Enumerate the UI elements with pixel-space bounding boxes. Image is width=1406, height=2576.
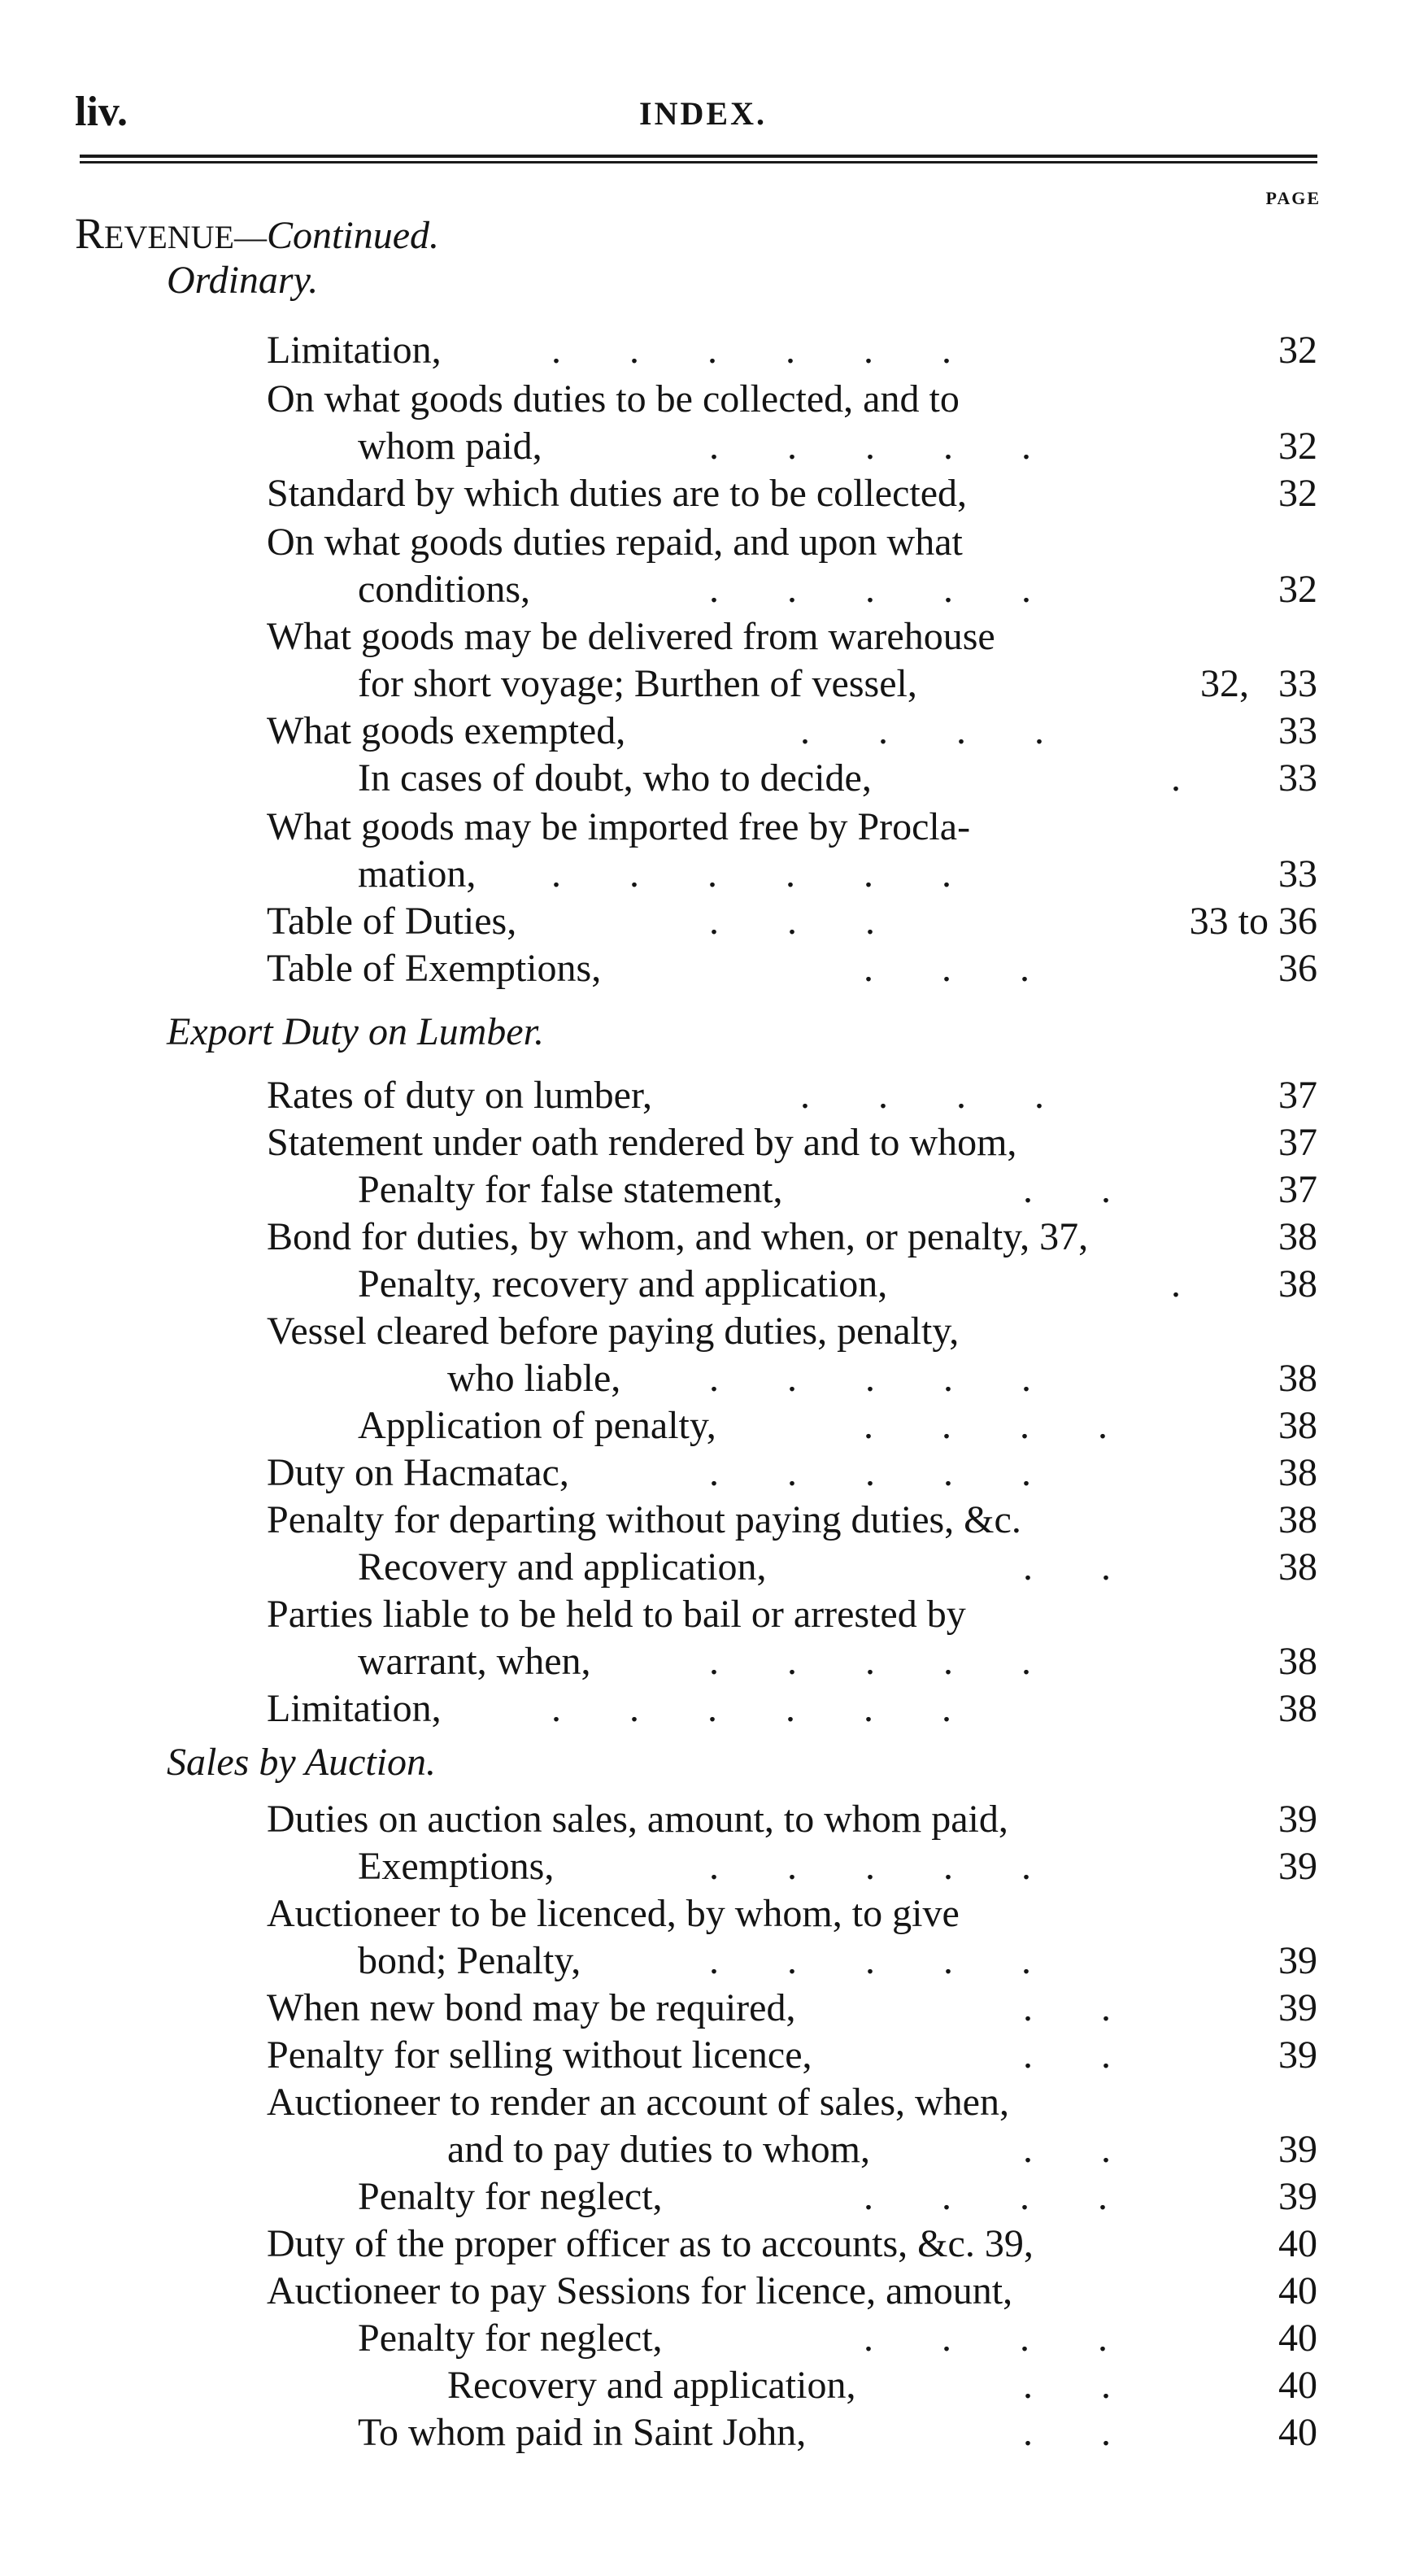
index-entry — [0, 2362, 1406, 2409]
index-entry — [0, 2079, 1406, 2126]
page-reference: 40 — [1278, 2317, 1317, 2360]
page-reference: 32 — [1278, 568, 1317, 611]
entry-text: and to pay duties to whom, — [447, 2128, 870, 2171]
page-reference: 39 — [1278, 1939, 1317, 1982]
entry-text: bond; Penalty, — [358, 1939, 581, 1982]
dot-leader: . . . . . — [709, 1357, 1031, 1400]
page-reference: 39 — [1278, 2175, 1317, 2218]
page-reference: 33 — [1278, 756, 1317, 800]
dot-leader: . . . . . — [709, 1939, 1031, 1982]
page-reference: 36 — [1278, 947, 1317, 990]
entry-text: Auctioneer to be licenced, by whom, to give — [267, 1892, 960, 1935]
dot-leader: . — [1171, 756, 1181, 800]
entry-text: Penalty, recovery and application, — [358, 1262, 888, 1305]
dot-leader: . . . . — [800, 709, 1044, 752]
entry-text: Penalty for neglect, — [358, 2317, 663, 2360]
page-reference: 38 — [1278, 1404, 1317, 1447]
page-reference: 33 to 36 — [1189, 900, 1317, 943]
dot-leader: . . — [1023, 2128, 1111, 2171]
dot-leader: . . — [1023, 1168, 1111, 1211]
entry-text: Limitation, — [267, 329, 442, 372]
index-entry — [0, 898, 1406, 945]
dot-leader: . . . — [864, 947, 1029, 990]
page-reference: 38 — [1278, 1687, 1317, 1730]
page-column-label: PAGE — [1265, 188, 1321, 208]
entry-text: Standard by which duties are to be collected, — [267, 472, 968, 515]
dot-leader: . . . . . — [709, 568, 1031, 611]
index-entry — [0, 1355, 1406, 1402]
entry-text: who liable, — [447, 1357, 621, 1400]
index-entry — [0, 1544, 1406, 1591]
entry-text: Statement under oath rendered by and to whom, — [267, 1121, 1017, 1164]
dot-leader: . . . . — [800, 1074, 1044, 1117]
page-reference: 38 — [1278, 1451, 1317, 1494]
page-reference: 40 — [1278, 2411, 1317, 2454]
entry-text: Recovery and application, — [447, 2364, 856, 2407]
dot-leader: . . . . . — [709, 1845, 1031, 1888]
entry-text: whom paid, — [358, 425, 542, 468]
page-reference: 40 — [1278, 2222, 1317, 2265]
subsection-heading — [0, 1009, 1406, 1056]
index-entry — [0, 327, 1406, 374]
heading-continued: Continued. — [267, 214, 439, 257]
page-reference: 40 — [1278, 2269, 1317, 2312]
dot-leader: . . — [1023, 2033, 1111, 2077]
index-entry — [0, 1119, 1406, 1166]
entry-text: Ordinary. — [167, 259, 319, 302]
dot-leader: . . . — [709, 900, 875, 943]
dot-leader: . . . . . — [709, 1640, 1031, 1683]
index-entry — [0, 2268, 1406, 2315]
index-entry — [0, 1402, 1406, 1449]
entry-text: Auctioneer to pay Sessions for licence, amount, — [267, 2269, 1013, 2312]
dot-leader: . . . . — [864, 1404, 1108, 1447]
entry-text: Recovery and application, — [358, 1545, 767, 1589]
index-entry — [0, 804, 1406, 851]
entry-text: Duties on auction sales, amount, to whom paid, — [267, 1798, 1008, 1841]
index-entry — [0, 1937, 1406, 1985]
entry-text: Duty of the proper officer as to accounts, &c. 39, — [267, 2222, 1034, 2265]
index-entry — [0, 851, 1406, 898]
entry-text: Exemptions, — [358, 1845, 555, 1888]
page-reference: 37 — [1278, 1074, 1317, 1117]
entry-text: Export Duty on Lumber. — [167, 1010, 544, 1053]
entry-text: On what goods duties to be collected, and to — [267, 377, 960, 421]
entry-text: Vessel cleared before paying duties, penalty, — [267, 1310, 960, 1353]
index-entry — [0, 613, 1406, 660]
page-reference: 39 — [1278, 2033, 1317, 2077]
index-entry — [0, 2315, 1406, 2362]
page-reference: 39 — [1278, 1798, 1317, 1841]
index-entry — [0, 2221, 1406, 2268]
dot-leader: . . . . . . — [551, 852, 951, 896]
page-reference: 37 — [1278, 1121, 1317, 1164]
entry-text: In cases of doubt, who to decide, — [358, 756, 872, 800]
page-reference: 32 — [1278, 329, 1317, 372]
entry-text: Penalty for selling without licence, — [267, 2033, 812, 2077]
index-entry — [0, 2126, 1406, 2173]
index-entry — [0, 660, 1406, 708]
entry-text: Penalty for departing without paying duties, &c. — [267, 1498, 1021, 1541]
dot-leader: . . — [1023, 1545, 1111, 1589]
heading-first-letter: R — [75, 209, 105, 258]
index-entry — [0, 1638, 1406, 1685]
dot-leader: . . . . . . — [551, 1687, 951, 1730]
entry-text: To whom paid in Saint John, — [358, 2411, 807, 2454]
index-entry — [0, 1685, 1406, 1733]
index-entry — [0, 519, 1406, 566]
page-reference: 32 — [1278, 425, 1317, 468]
page-reference: 32, 33 — [1200, 662, 1317, 705]
entry-text: Table of Exemptions, — [267, 947, 602, 990]
index-entry — [0, 1497, 1406, 1544]
entry-text: Parties liable to be held to bail or arrested by — [267, 1593, 966, 1636]
index-entry — [0, 1890, 1406, 1937]
entry-text: What goods exempted, — [267, 709, 626, 752]
entry-text: What goods may be imported free by Procla- — [267, 805, 971, 848]
page-reference: 39 — [1278, 1986, 1317, 2029]
index-entry — [0, 566, 1406, 613]
index-entry — [0, 1261, 1406, 1308]
dot-leader: . . . . . — [709, 425, 1031, 468]
page-reference: 39 — [1278, 1845, 1317, 1888]
index-entry — [0, 1449, 1406, 1497]
index-entry — [0, 755, 1406, 802]
entry-text: Penalty for false statement, — [358, 1168, 783, 1211]
page-reference: 32 — [1278, 472, 1317, 515]
dot-leader: . — [1171, 1262, 1181, 1305]
index-entry — [0, 2409, 1406, 2456]
page-reference: 38 — [1278, 1262, 1317, 1305]
entry-text: Table of Duties, — [267, 900, 517, 943]
index-entry — [0, 1072, 1406, 1119]
page-reference: 38 — [1278, 1545, 1317, 1589]
entry-text: for short voyage; Burthen of vessel, — [358, 662, 917, 705]
page-reference: 33 — [1278, 852, 1317, 896]
entry-text: warrant, when, — [358, 1640, 591, 1683]
index-entry — [0, 2032, 1406, 2079]
dot-leader: . . . . — [864, 2175, 1108, 2218]
entry-text: Application of penalty, — [358, 1404, 716, 1447]
entry-text: conditions, — [358, 568, 530, 611]
running-title: INDEX. — [639, 95, 767, 132]
index-entry — [0, 1985, 1406, 2032]
entry-text: When new bond may be required, — [267, 1986, 796, 2029]
page-reference: 38 — [1278, 1498, 1317, 1541]
dot-leader: . . — [1023, 1986, 1111, 2029]
entry-text: mation, — [358, 852, 477, 896]
page-reference: 37 — [1278, 1168, 1317, 1211]
index-entry — [0, 2173, 1406, 2221]
page-reference: 33 — [1278, 709, 1317, 752]
subsection-heading — [0, 1739, 1406, 1786]
index-entry — [0, 1308, 1406, 1355]
dot-leader: . . — [1023, 2364, 1111, 2407]
index-entry — [0, 1166, 1406, 1214]
index-entry — [0, 423, 1406, 470]
entry-text: Rates of duty on lumber, — [267, 1074, 652, 1117]
section-heading — [0, 210, 1406, 257]
index-entry — [0, 1591, 1406, 1638]
page-reference: 38 — [1278, 1215, 1317, 1258]
index-entry — [0, 470, 1406, 517]
entry-text: Penalty for neglect, — [358, 2175, 663, 2218]
entry-text: On what goods duties repaid, and upon what — [267, 521, 963, 564]
heading-small-caps: EVENUE— — [104, 219, 267, 255]
entry-text: What goods may be delivered from warehouse — [267, 615, 995, 658]
entry-text: Auctioneer to render an account of sales, when, — [267, 2081, 1009, 2124]
page-reference: 40 — [1278, 2364, 1317, 2407]
index-entry — [0, 1214, 1406, 1261]
index-entry — [0, 1843, 1406, 1890]
index-entry — [0, 945, 1406, 992]
page-reference: 38 — [1278, 1640, 1317, 1683]
entry-text: Bond for duties, by whom, and when, or penalty, 37, — [267, 1215, 1089, 1258]
index-entry — [0, 376, 1406, 423]
page-reference: 38 — [1278, 1357, 1317, 1400]
page-number: liv. — [75, 89, 128, 135]
entry-text: Sales by Auction. — [167, 1741, 437, 1784]
entry-text: Duty on Hacmatac, — [267, 1451, 569, 1494]
index-entry — [0, 708, 1406, 755]
dot-leader: . . . . — [864, 2317, 1108, 2360]
index-entry — [0, 1796, 1406, 1843]
dot-leader: . . . . . . — [551, 329, 951, 372]
dot-leader: . . . . . — [709, 1451, 1031, 1494]
entry-text: Limitation, — [267, 1687, 442, 1730]
dot-leader: . . — [1023, 2411, 1111, 2454]
subsection-heading — [0, 257, 1406, 304]
page-reference: 39 — [1278, 2128, 1317, 2171]
